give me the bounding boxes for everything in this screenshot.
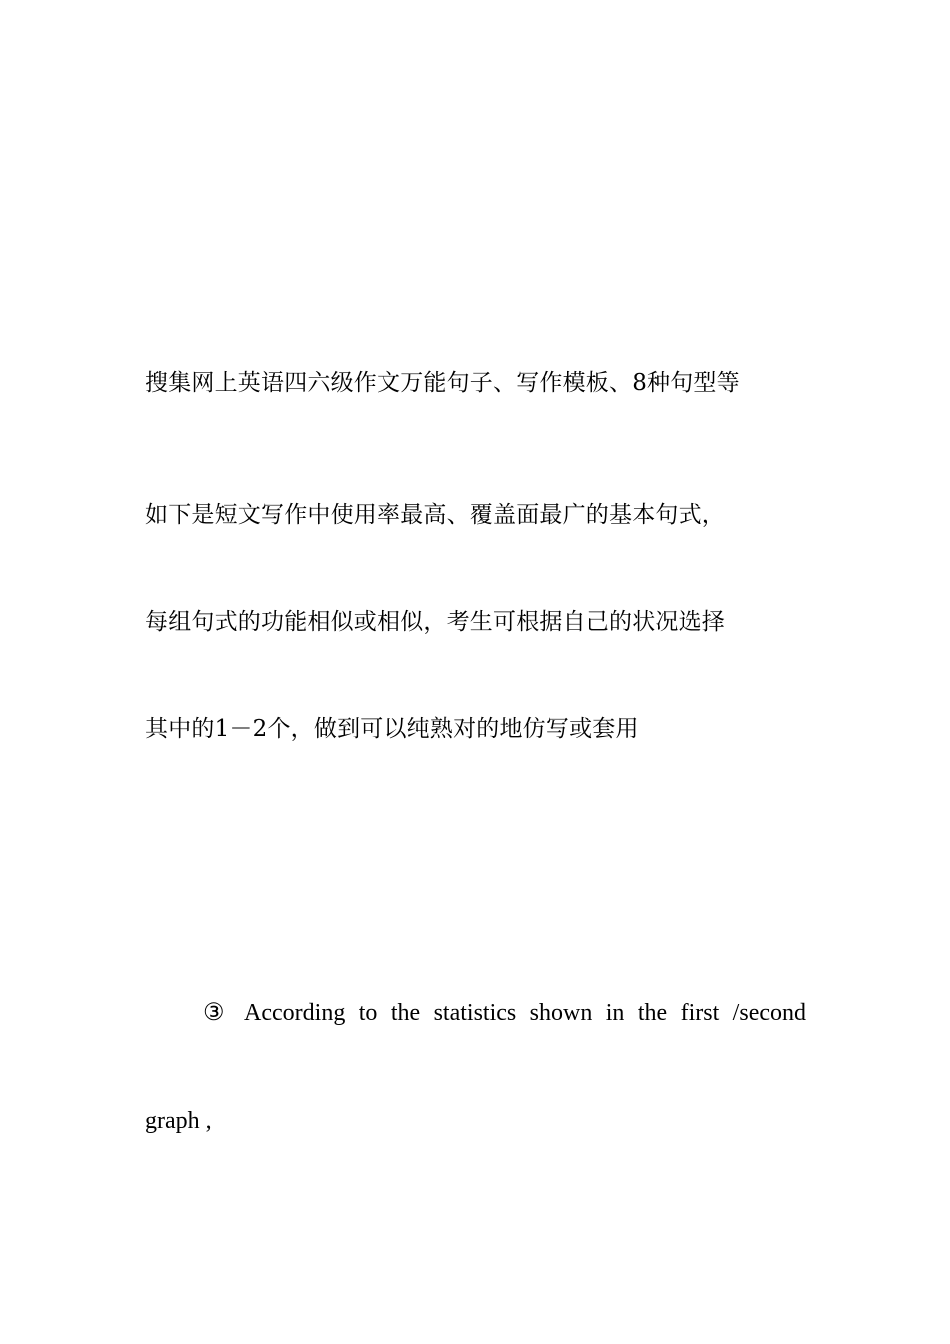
intro-line-2: 每组句式的功能相似或相似，考生可根据自己的状况选择 (145, 609, 725, 635)
heading-line: 搜集网上英语四六级作文万能句子、写作模板、8种句型等 (145, 370, 740, 396)
intro-line-1: 如下是短文写作中使用率最高、覆盖面最广的基本句式， (145, 502, 725, 528)
intro-line-3: 其中的1－2个，做到可以纯熟对的地仿写或套用 (145, 716, 639, 742)
sentence-line-2: graph , (145, 1108, 212, 1134)
sentence-line-1: ③ According to the statistics shown in the first /second (203, 1000, 806, 1026)
